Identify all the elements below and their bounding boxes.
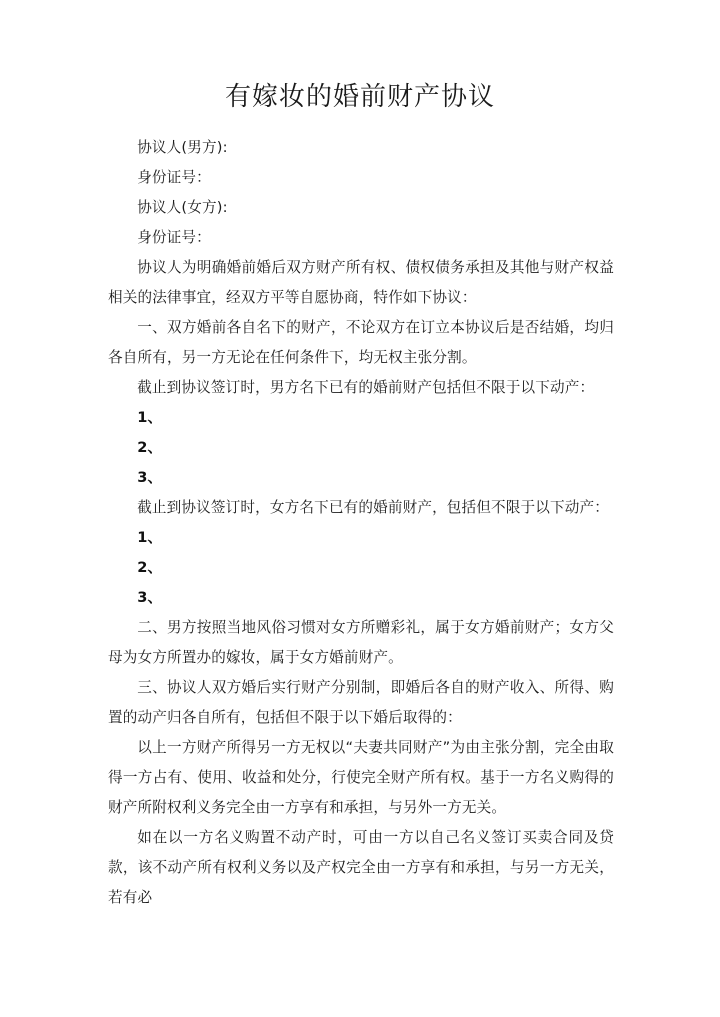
document-body <box>108 133 614 913</box>
clause-3-paragraph: 三、协议人双方婚后实行财产分别制，即婚后各自的财产收入、所得、购置的动产归各自所有，包括但不限于以下婚后取得的： <box>108 679 614 726</box>
male-property-item-2: 2、 <box>137 439 163 456</box>
preamble-paragraph: 协议人为明确婚前婚后双方财产所有权、债权债务承担及其他与财产权益相关的法律事宜，经双方平等自愿协商，特作如下协议： <box>108 259 614 306</box>
male-property-item-1: 1、 <box>137 409 163 426</box>
party-line-female-id: 身份证号： <box>137 229 211 246</box>
female-property-intro: 截止到协议签订时，女方名下已有的婚前财产，包括但不限于以下动产： <box>137 499 609 516</box>
female-property-item-3: 3、 <box>137 589 163 606</box>
party-line-female-name: 协议人(女方): <box>137 199 228 216</box>
clause-3-realestate-paragraph: 如在以一方名义购置不动产时，可由一方以自己名义签订买卖合同及贷款，该不动产所有权利义务以及产权完全由一方享有和承担，与另一方无关，若有必 <box>108 829 614 906</box>
female-property-item-2: 2、 <box>137 559 163 576</box>
clause-1-paragraph: 一、双方婚前各自名下的财产，不论双方在订立本协议后是否结婚，均归各自所有，另一方无论在任何条件下，均无权主张分割。 <box>108 319 614 366</box>
male-property-item-3: 3、 <box>137 469 163 486</box>
clause-3-note-paragraph: 以上一方财产所得另一方无权以“夫妻共同财产”为由主张分割，完全由取得一方占有、使用、收益和处分，行使完全财产所有权。基于一方名义购得的财产所附权利义务完全由一方享有和承担，与另外一方无关。 <box>108 739 614 816</box>
party-line-male-id: 身份证号： <box>137 169 211 186</box>
party-line-male-name: 协议人(男方): <box>137 139 228 156</box>
female-property-item-1: 1、 <box>137 529 163 546</box>
clause-2-paragraph: 二、男方按照当地风俗习惯对女方所赠彩礼，属于女方婚前财产；女方父母为女方所置办的嫁妆，属于女方婚前财产。 <box>108 619 614 666</box>
page-title: 有嫁妆的婚前财产协议 <box>224 82 495 112</box>
male-property-intro: 截止到协议签订时，男方名下已有的婚前财产包括但不限于以下动产： <box>137 379 595 396</box>
